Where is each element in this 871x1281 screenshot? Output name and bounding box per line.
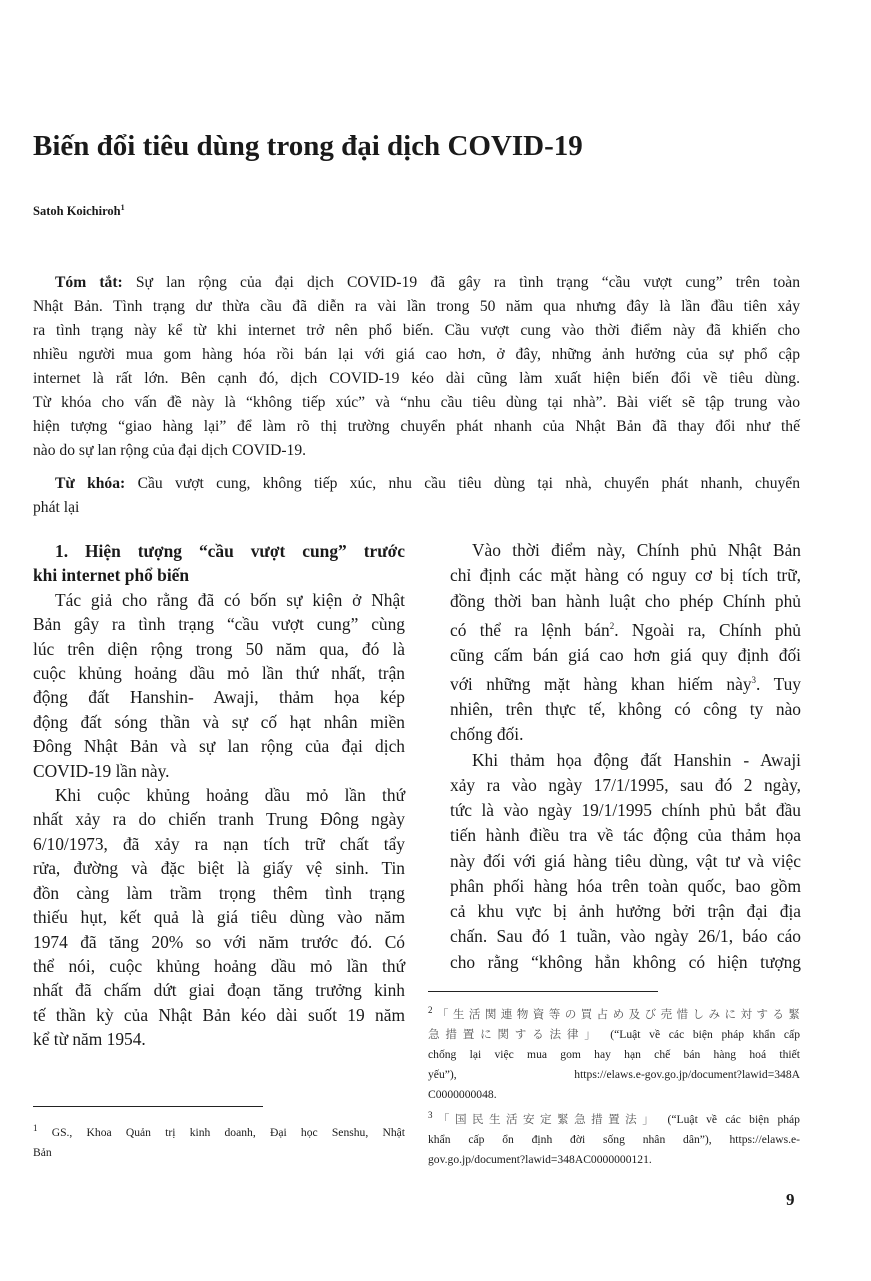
body-line: chỉ định các mặt hàng có nguy cơ bị tích trữ, [450, 565, 801, 586]
body-line: chấn. Sau đó 1 tuần, vào ngày 26/1, báo cáo [450, 926, 801, 947]
body-line: nhất đã chấm dứt giai đoạn tăng trưởng kinh [33, 980, 405, 1001]
body-line: Đông Nhật Bản và sự lan rộng của đại dịch [33, 736, 405, 757]
body-line: lúc trên diện rộng trong 50 năm qua, đó là [33, 638, 405, 659]
body-line: chống đối. [450, 724, 524, 745]
body-line: tức là vào ngày 19/1/1995 chính phủ bắt đầu [450, 800, 801, 821]
footnote-1: $^1$ GS., Khoa Quản trị kinh doanh, Đại học Senshu, Nhật Bản [33, 1123, 405, 1159]
page-number: 9 [786, 1190, 795, 1209]
author [33, 203, 125, 219]
body-line: nhất xảy ra do chiến tranh Trung Đông ngày [33, 809, 405, 830]
body-line: đồn càng làm trầm trọng thêm tình trạng [33, 882, 405, 903]
body-line: có thể ra lệnh bán$^2$. Ngoài ra, Chính phủ [450, 619, 801, 640]
footnote-3: $^3$「国民生活安定緊急措置法」 (“Luật về các biện pháp [428, 1109, 800, 1126]
section-heading: 1. Hiện tượng “cầu vượt cung” trước [55, 541, 405, 561]
body-line: đồng thời ban hành luật cho phép Chính phủ [450, 590, 801, 611]
column-left [33, 539, 405, 1052]
body-line: nhiên, trên thực tế, không có công ty nào [450, 699, 801, 720]
footnote-divider [33, 1106, 263, 1107]
body-line: Khi thảm họa động đất Hanshin - Awaji [472, 749, 801, 770]
body-line: tế thần kỳ của Nhật Bản kéo dài suốt 19 năm [33, 1004, 405, 1025]
keywords-label: Từ khóa: [55, 475, 126, 492]
body-line: cũng cấm bán giá cao hơn giá quy định đối [450, 644, 801, 665]
body-line: Tác giả cho rằng đã có bốn sự kiện ở Nhật [55, 589, 405, 610]
keywords-line: phát lại [33, 499, 80, 516]
body-line: Vào thời điểm này, Chính phủ Nhật Bản [472, 540, 801, 560]
body-line: động đất sóng thần và sự cố hạt nhân miền [33, 711, 405, 732]
footnote-link[interactable]: khẩn cấp ổn định đời sống nhân dân”), https://elaws.e- [428, 1132, 800, 1146]
body-line: thể nói, cuộc khủng hoảng dầu mỏ lần thứ [33, 955, 405, 976]
abstract-line: Tóm tắt: Sự lan rộng của đại dịch COVID-19 đã gây ra tình trạng “cầu vượt cung” trên toàn [55, 274, 801, 291]
body-line: thiếu hụt, kết quả là giá tiêu dùng vào năm [33, 907, 405, 928]
body-line: phân phối hàng hóa trên toàn quốc, bao gồm [450, 875, 801, 896]
footnote-2: $^2$「生活関連物資等の買占め及び売惜しみに対する緊 [428, 1005, 800, 1021]
section-heading: khi internet phổ biến [33, 565, 190, 586]
body-line: động đất Hanshin- Awaji, thảm họa kép [33, 687, 405, 708]
body-line: 1974 đã tăng 20% so với năm trước đó. Có [33, 931, 405, 952]
abstract-label: Tóm tắt: [55, 274, 123, 291]
body-line: cuộc khủng hoảng dầu mỏ lần thứ nhất, trận [33, 663, 405, 684]
body-line: Khi cuộc khủng hoảng dầu mỏ lần thứ [55, 785, 405, 806]
author-footnote-mark: 1 [120, 203, 125, 212]
article-title: Biến đổi tiêu dùng trong đại dịch COVID-19 [33, 130, 583, 162]
abstract-line: internet là rất lớn. Bên cạnh đó, dịch COVID-19 kéo dài cũng làm xuất hiện biến đổi về tiêu dùng. [33, 370, 800, 387]
footnote-ref[interactable]: 3 [751, 675, 757, 686]
abstract-line: Nhật Bản. Tình trạng dư thừa cầu đã diễn ra vài lần trong 50 năm qua nhưng đây là lần đầu tiên xảy [33, 298, 800, 315]
abstract-line: Từ khóa cho vấn đề này là “không tiếp xúc” và “nhu cầu tiêu dùng tại nhà”. Bài viết sẽ tập trung vào [33, 394, 800, 411]
keywords [33, 472, 800, 520]
body-line: này đối với giá hàng tiêu dùng, vật tư và việc [450, 850, 801, 871]
footnotes-right: $^2$「生活関連物資等の買占め及び売惜しみに対する緊 急措置に関する法律」 (“Luật về các biện pháp khẩn cấp chống lại việc mua gom hay hạn chế bán hàng hoá thiết yếu”), https://elaws.e-gov.go.jp/document?lawid=348A C0000000048. $^3$「国民生活安定緊急措置法」 (“Luật về các biện pháp khẩn cấp ổn định đời sống nhân dân”), https://elaws.e- gov.go.jp/document?lawid=348AC0000000121. [428, 1000, 800, 1170]
column-right [450, 538, 801, 975]
body-line: 6/10/1973, đã xảy ra nạn tích trữ chất tẩy [33, 833, 405, 854]
body-line: cho rằng “không hẳn không có hiện tượng [450, 951, 801, 972]
keywords-line: Từ khóa: Cầu vượt cung, không tiếp xúc, nhu cầu tiêu dùng tại nhà, chuyển phát nhanh, chuyển [55, 475, 801, 492]
body-line: rửa, đường và đặc biệt là giấy vệ sinh. Tin [33, 858, 405, 879]
footnote-link[interactable]: yếu”), https://elaws.e-gov.go.jp/document?lawid=348A [428, 1067, 800, 1081]
body-line: kể từ năm 1954. [33, 1029, 146, 1050]
footnote-ref[interactable]: 2 [609, 620, 615, 631]
abstract-line: hiện tượng “giao hàng lại” để làm rõ thị trường chuyển phát nhanh của Nhật Bản đã thay đổi như thế [33, 418, 800, 435]
author-name: Satoh Koichiroh [33, 204, 121, 219]
abstract [33, 271, 800, 463]
body-line: COVID-19 lần này. [33, 760, 170, 781]
body-line: xảy ra vào ngày 17/1/1995, sau đó 2 ngày, [450, 774, 801, 795]
abstract-line: nào do sự lan rộng của đại dịch COVID-19. [33, 442, 307, 459]
body-line: tiến hành điều tra về tác động của thảm họa [450, 825, 801, 846]
body-line: với những mặt hàng khan hiếm này$^3$. Tuy [450, 673, 801, 694]
footnote-divider [428, 991, 658, 992]
body-line: cả khu vực bị ảnh hưởng bởi trận đại địa [450, 901, 801, 922]
body-line: Bản gây ra tình trạng “cầu vượt cung” cùng [33, 614, 405, 635]
abstract-line: nhiều người mua gom hàng hóa rồi bán lại với giá cao hơn, ở đây, những ảnh hưởng của sự phổ cập [33, 346, 800, 363]
abstract-line: ra tình trạng này kể từ khi internet trở nên phổ biến. Cầu vượt cung vào thời điểm này đã khiến cho [33, 322, 800, 339]
